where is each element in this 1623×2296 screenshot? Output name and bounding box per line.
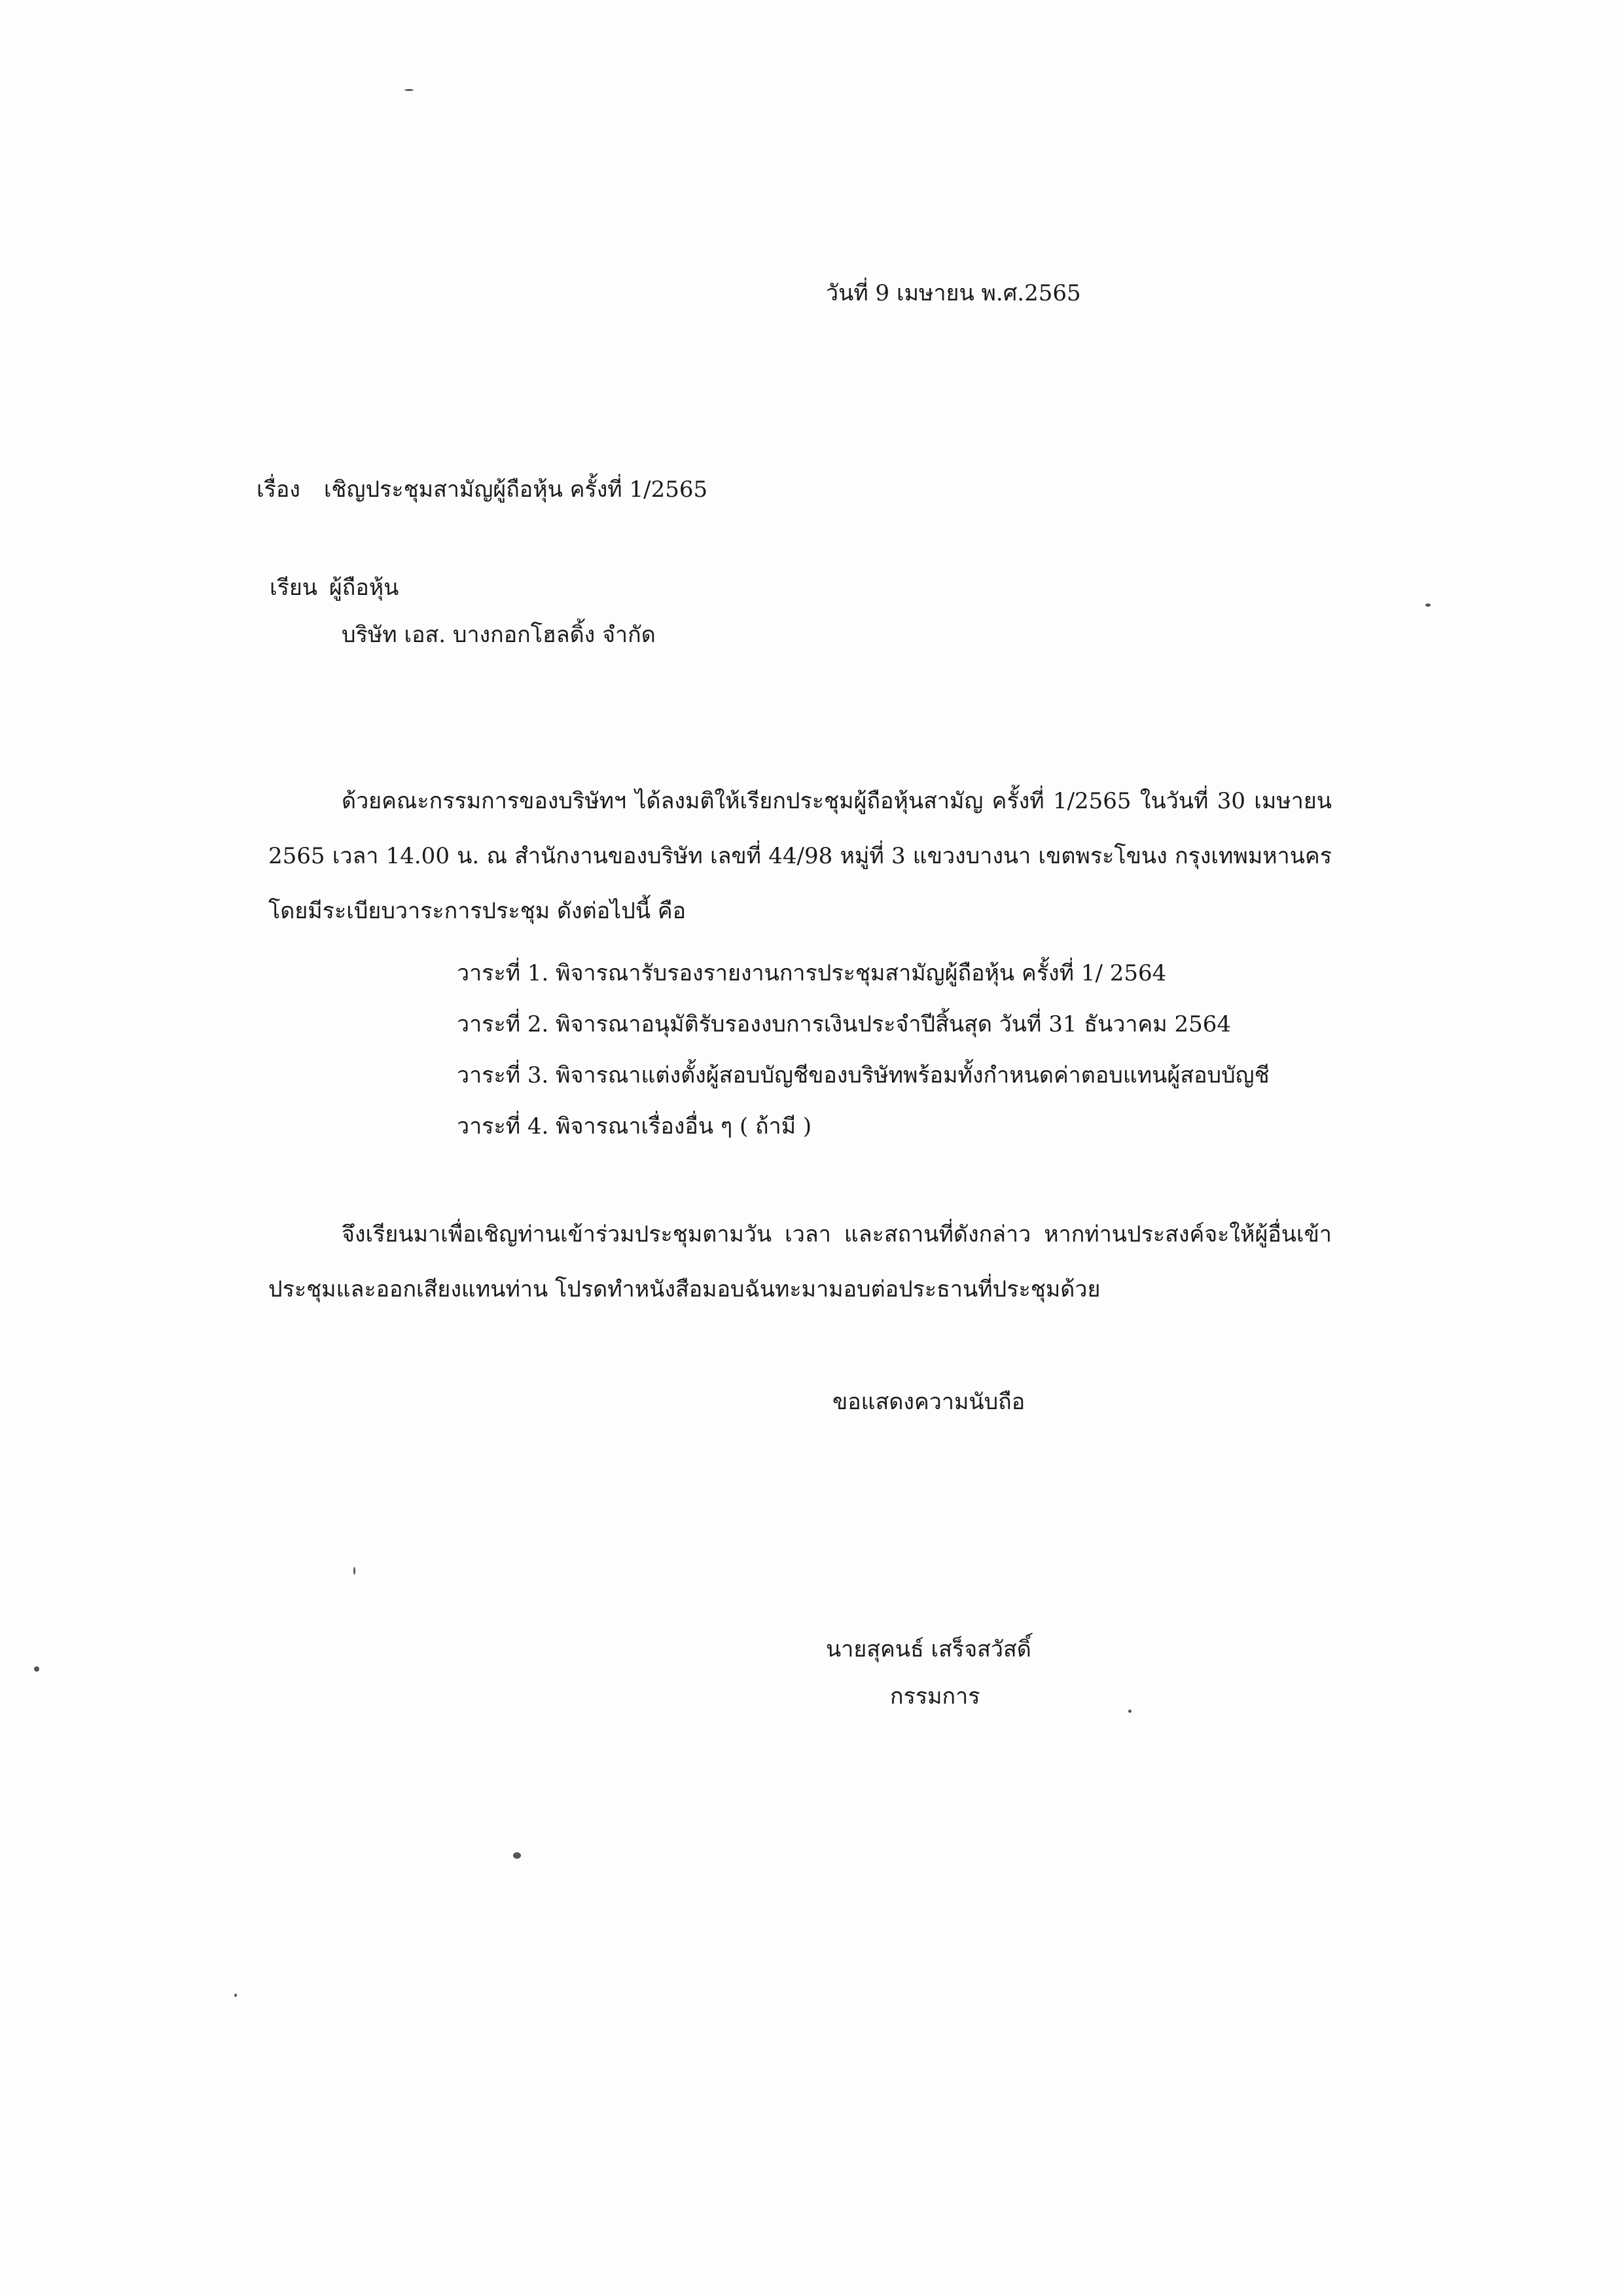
recipient-label: เรียน [270, 575, 318, 601]
agenda-item: วาระที่ 2. พิจารณาอนุมัติรับรองงบการเงินประจำปีสิ้นสุด วันที่ 31 ธันวาคม 2564 [457, 1011, 1231, 1037]
subject-label: เรื่อง [257, 476, 300, 503]
scan-speck [513, 1852, 521, 1859]
signer-title: กรรมการ [890, 1683, 980, 1710]
scan-speck [1128, 1710, 1132, 1713]
recipient-line [270, 575, 399, 601]
scan-speck [1425, 603, 1431, 607]
agenda-item: วาระที่ 1. พิจารณารับรองรายงานการประชุมสามัญผู้ถือหุ้น ครั้งที่ 1/ 2564 [457, 960, 1167, 986]
recipient-company: บริษัท เอส. บางกอกโฮลดิ้ง จำกัด [342, 622, 656, 648]
invitation-paragraph: จึงเรียนมาเพื่อเชิญท่านเข้าร่วมประชุมตามวัน เวลา และสถานที่ดังกล่าว หากท่านประสงค์จะให้ผู้อื่นเข้าประชุมและออกเสียงแทนท่าน โปรดทำหนังสือมอบฉันทะมามอบต่อประธานที่ประชุมด้วย [268, 1221, 1332, 1302]
signer-name: นายสุคนธ์ เสร็จสวัสดิ์ [826, 1636, 1031, 1662]
letter-date: วันที่ 9 เมษายน พ.ศ.2565 [826, 280, 1081, 306]
agenda-item: วาระที่ 4. พิจารณาเรื่องอื่น ๆ ( ถ้ามี ) [457, 1113, 812, 1139]
scan-speck [34, 1666, 39, 1672]
body-paragraph: ด้วยคณะกรรมการของบริษัทฯ ได้ลงมติให้เรียกประชุมผู้ถือหุ้นสามัญ ครั้งที่ 1/2565 ในวันที่ 30 เมษายน 2565 เวลา 14.00 น. ณ สำนักงานของบริษัท เลขที่ 44/98 หมู่ที่ 3 แขวงบางนา เขตพระโขนง กรุงเทพมหานคร โดยมีระเบียบวาระการประชุม ดังต่อไปนี้ คือ [268, 788, 1332, 924]
agenda-item: วาระที่ 3. พิจารณาแต่งตั้งผู้สอบบัญชีของบริษัทพร้อมทั้งกำหนดค่าตอบแทนผู้สอบบัญชี [457, 1062, 1270, 1088]
recipient-text: ผู้ถือหุ้น [329, 575, 399, 601]
subject-line [257, 476, 707, 503]
closing-text: ขอแสดงความนับถือ [832, 1389, 1026, 1415]
scan-speck [353, 1567, 355, 1575]
agenda-list [457, 948, 1270, 1152]
scan-speck [234, 1994, 237, 1997]
scan-speck [404, 89, 414, 91]
subject-text: เชิญประชุมสามัญผู้ถือหุ้น ครั้งที่ 1/2565 [323, 476, 708, 503]
